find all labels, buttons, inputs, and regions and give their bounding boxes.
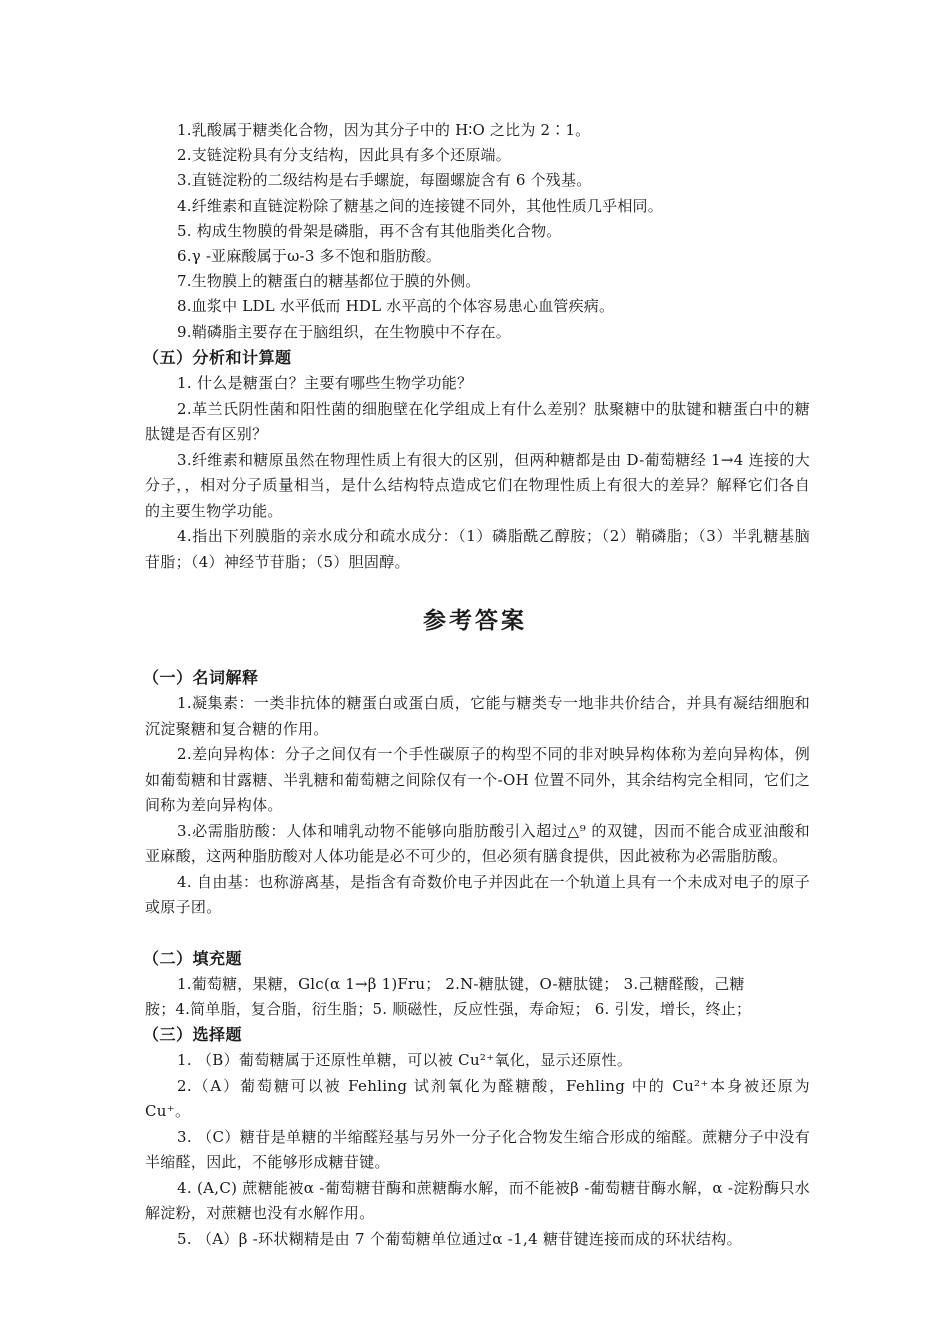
true-false-list xyxy=(145,118,810,345)
answer-line: 胺；4.简单脂，复合脂，衍生脂；5. 顺磁性，反应性强，寿命短； 6. 引发，增长，终止； xyxy=(145,1000,752,1019)
answer-item: 2.差向异构体：分子之间仅有一个手性碳原子的构型不同的非对映异构体称为差向异构体，例如葡萄糖和甘露糖、半乳糖和葡萄糖之间除仅有一个-OH 位置不同外，其余结构完全相同，它们之间称为差向异构体。 xyxy=(145,745,810,814)
answer-item: 5. （A）β -环状糊精是由 7 个葡萄糖单位通过α -1,4 糖苷键连接而成的环状结构。 xyxy=(177,1229,742,1248)
section-heading: （二）填充题 xyxy=(143,949,243,968)
section-heading: （三）选择题 xyxy=(143,1025,243,1044)
question-item: 4.指出下列膜脂的亲水成分和疏水成分：（1）磷脂酰乙醇胺；（2）鞘磷脂；（3）半乳糖基脑苷脂；（4）神经节苷脂；（5）胆固醇。 xyxy=(145,527,810,571)
question-item: 3.纤维素和糖原虽然在物理性质上有很大的区别，但两种糖都是由 D-葡萄糖经 1→4 连接的大分子，，相对分子质量相当，是什么结构特点造成它们在物理性质上有很大的差异？解释它们各自的主要生物学功能。 xyxy=(145,450,810,520)
answer-item: 4. 自由基：也称游离基，是指含有奇数价电子并因此在一个轨道上具有一个未成对电子的原子或原子团。 xyxy=(145,872,810,916)
terms-section xyxy=(145,665,810,921)
list-item: 1.乳酸属于糖类化合物，因为其分子中的 H∶O 之比为 2∶1。 xyxy=(177,121,591,139)
list-item: 6.γ -亚麻酸属于ω-3 多不饱和脂肪酸。 xyxy=(177,246,442,265)
analysis-section xyxy=(145,345,810,575)
list-item: 5. 构成生物膜的骨架是磷脂，再不含有其他脂类化合物。 xyxy=(177,221,562,240)
answer-item: 1.凝集素：一类非抗体的糖蛋白或蛋白质，它能与糖类专一地非共价结合，并具有凝结细胞和沉淀聚糖和复合糖的作用。 xyxy=(145,694,810,738)
list-item: 2.支链淀粉具有分支结构，因此具有多个还原端。 xyxy=(177,146,511,165)
list-item: 4.纤维素和直链淀粉除了糖基之间的连接键不同外，其他性质几乎相同。 xyxy=(177,196,663,215)
question-item: 1. 什么是糖蛋白？主要有哪些生物学功能？ xyxy=(177,374,473,392)
list-item: 7.生物膜上的糖蛋白的糖基都位于膜的外侧。 xyxy=(177,272,481,291)
answer-item: 2.（A）葡萄糖可以被 Fehling 试剂氧化为醛糖酸，Fehling 中的 Cu²⁺本身被还原为 Cu⁺。 xyxy=(145,1076,810,1120)
answer-line: 1.葡萄糖，果糖，Glc(α 1→β 1)Fru； 2.N-糖肽键，O-糖肽键； 3.己糖醛酸，己糖 xyxy=(177,975,745,993)
answer-item: 1. （B）葡萄糖属于还原性单糖，可以被 Cu²⁺氧化，显示还原性。 xyxy=(177,1051,633,1069)
answer-item: 3. （C）糖苷是单糖的半缩醛羟基与另外一分子化合物发生缩合形成的缩醛。蔗糖分子中没有半缩醛，因此，不能够形成糖苷键。 xyxy=(145,1127,810,1171)
answer-item: 4. (A,C) 蔗糖能被α -葡萄糖苷酶和蔗糖酶水解，而不能被β -葡萄糖苷酶水解，α -淀粉酶只水解淀粉，对蔗糖也没有水解作用。 xyxy=(145,1178,810,1222)
page-title: 参考答案 xyxy=(423,608,527,634)
list-item: 3.直链淀粉的二级结构是右手螺旋，每圈螺旋含有 6 个残基。 xyxy=(177,171,592,190)
choice-section xyxy=(145,1022,810,1252)
list-item: 9.鞘磷脂主要存在于脑组织，在生物膜中不存在。 xyxy=(177,322,511,341)
section-heading: （一）名词解释 xyxy=(143,668,259,687)
answer-item: 3.必需脂肪酸：人体和哺乳动物不能够向脂肪酸引入超过△⁹ 的双键，因而不能合成亚油酸和亚麻酸，这两种脂肪酸对人体功能是必不可少的，但必须有膳食提供，因此被称为必需脂肪酸。 xyxy=(145,821,810,865)
list-item: 8.血浆中 LDL 水平低而 HDL 水平高的个体容易患心血管疾病。 xyxy=(177,297,615,316)
section-heading: （五）分析和计算题 xyxy=(143,348,292,367)
question-item: 2.革兰氏阴性菌和阳性菌的细胞壁在化学组成上有什么差别？肽聚糖中的肽键和糖蛋白中的糖肽键是否有区别？ xyxy=(145,399,810,443)
fill-section xyxy=(145,946,810,1022)
